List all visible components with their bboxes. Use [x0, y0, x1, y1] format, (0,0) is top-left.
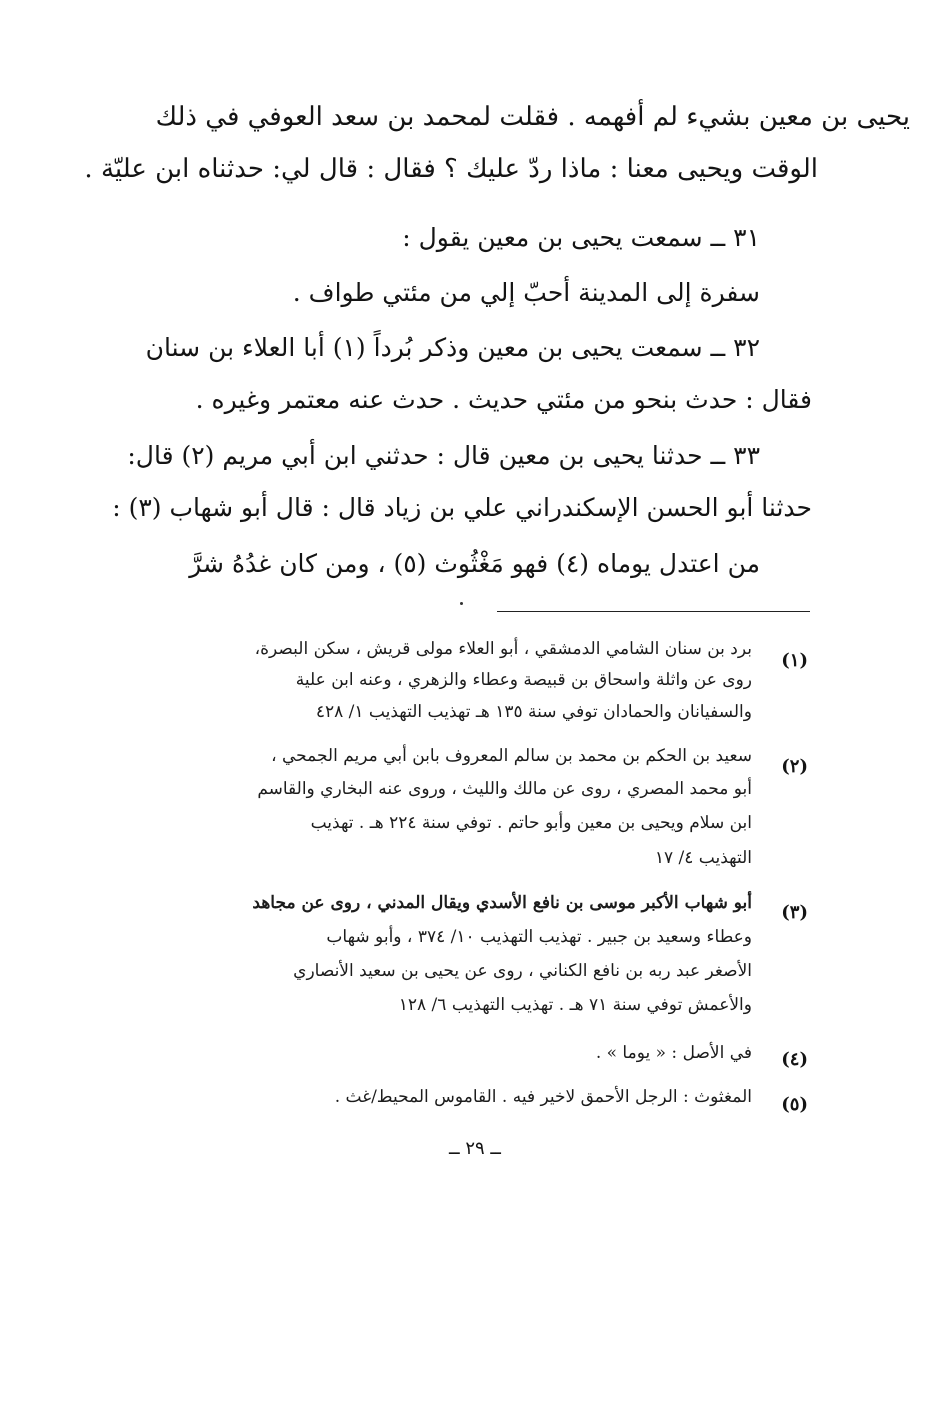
footnote-separator	[497, 611, 810, 612]
footnote-3-line-2: وعطاء وسعيد بن جبير . تهذيب التهذيب ١٠/ ٣٧٤ ، وأبو شهاب	[326, 927, 752, 947]
footnote-1-line-1: برد بن سنان الشامي الدمشقي ، أبو العلاء مولى قريش ، سكن البصرة،	[254, 639, 752, 659]
footnote-3-line-4: والأعمش توفي سنة ٧١ هـ . تهذيب التهذيب ٦/ ١٢٨	[398, 995, 752, 1015]
body-line-2: الوقت ويحيى معنا : ماذا ردّ عليك ؟ فقال : قال لي: حدثناه ابن عليّة .	[84, 154, 818, 184]
body-line-1: يحيى بن معين بشيء لم أفهمه . فقلت لمحمد بن سعد العوفي في ذلك	[155, 102, 910, 132]
body-line-7: ٣٣ ــ حدثنا يحيى بن معين قال : حدثني ابن أبي مريم (٢) قال:	[127, 441, 760, 470]
footnote-2-line-2: أبو محمد المصري ، روى عن مالك والليث ، وروى عنه البخاري والقاسم	[257, 779, 752, 799]
ink-dot	[460, 602, 463, 605]
body-line-3: ٣١ ــ سمعت يحيى بن معين يقول :	[402, 223, 760, 252]
footnote-1-number: (١)	[781, 650, 808, 671]
footnote-4-line-1: في الأصل : « يوما » .	[595, 1043, 752, 1063]
footnote-5-number: (٥)	[781, 1094, 808, 1115]
footnote-3-line-1: أبو شهاب الأكبر موسى بن نافع الأسدي ويقال المدني ، روى عن مجاهد	[252, 893, 752, 913]
footnote-5-line-1: المغثوث : الرجل الأحمق لاخير فيه . القاموس المحيط/غث .	[334, 1087, 752, 1107]
body-line-4: سفرة إلى المدينة أحبّ إلي من مئتي طواف .	[292, 278, 760, 307]
footnote-2-line-4: التهذيب ٤/ ١٧	[654, 848, 752, 868]
body-line-9: من اعتدل يوماه (٤) فهو مَغْثُوث (٥) ، ومن كان غدُهُ شرَّ	[189, 549, 760, 578]
footnote-2-line-1: سعيد بن الحكم بن محمد بن سالم المعروف بابن أبي مريم الجمحي ،	[271, 746, 752, 766]
footnote-4-number: (٤)	[781, 1049, 808, 1070]
body-line-6: فقال : حدث بنحو من مئتي حديث . حدث عنه معتمر وغيره .	[195, 385, 812, 414]
body-line-5: ٣٢ ــ سمعت يحيى بن معين وذكر بُرداً (١) أبا العلاء بن سنان	[145, 333, 760, 362]
footnote-2-line-3: ابن سلام ويحيى بن معين وأبو حاتم . توفي سنة ٢٢٤ هـ . تهذيب	[310, 813, 752, 833]
footnote-1-line-2: روى عن واثلة واسحاق بن قبيصة وعطاء والزهري ، وعنه ابن علية	[295, 670, 752, 690]
footnote-3-line-3: الأصغر عبد ربه بن نافع الكناني ، روى عن يحيى بن سعيد الأنصاري	[293, 961, 752, 981]
body-line-8: حدثنا أبو الحسن الإسكندراني علي بن زياد قال : قال أبو شهاب (٣) :	[112, 493, 812, 522]
page-number: ــ ٢٩ ــ	[449, 1138, 501, 1159]
footnote-1-line-3: والسفيانان والحمادان توفي سنة ١٣٥ هـ تهذيب التهذيب ١/ ٤٢٨	[315, 702, 752, 722]
footnote-3-number: (٣)	[781, 902, 808, 923]
footnote-2-number: (٢)	[781, 756, 808, 777]
